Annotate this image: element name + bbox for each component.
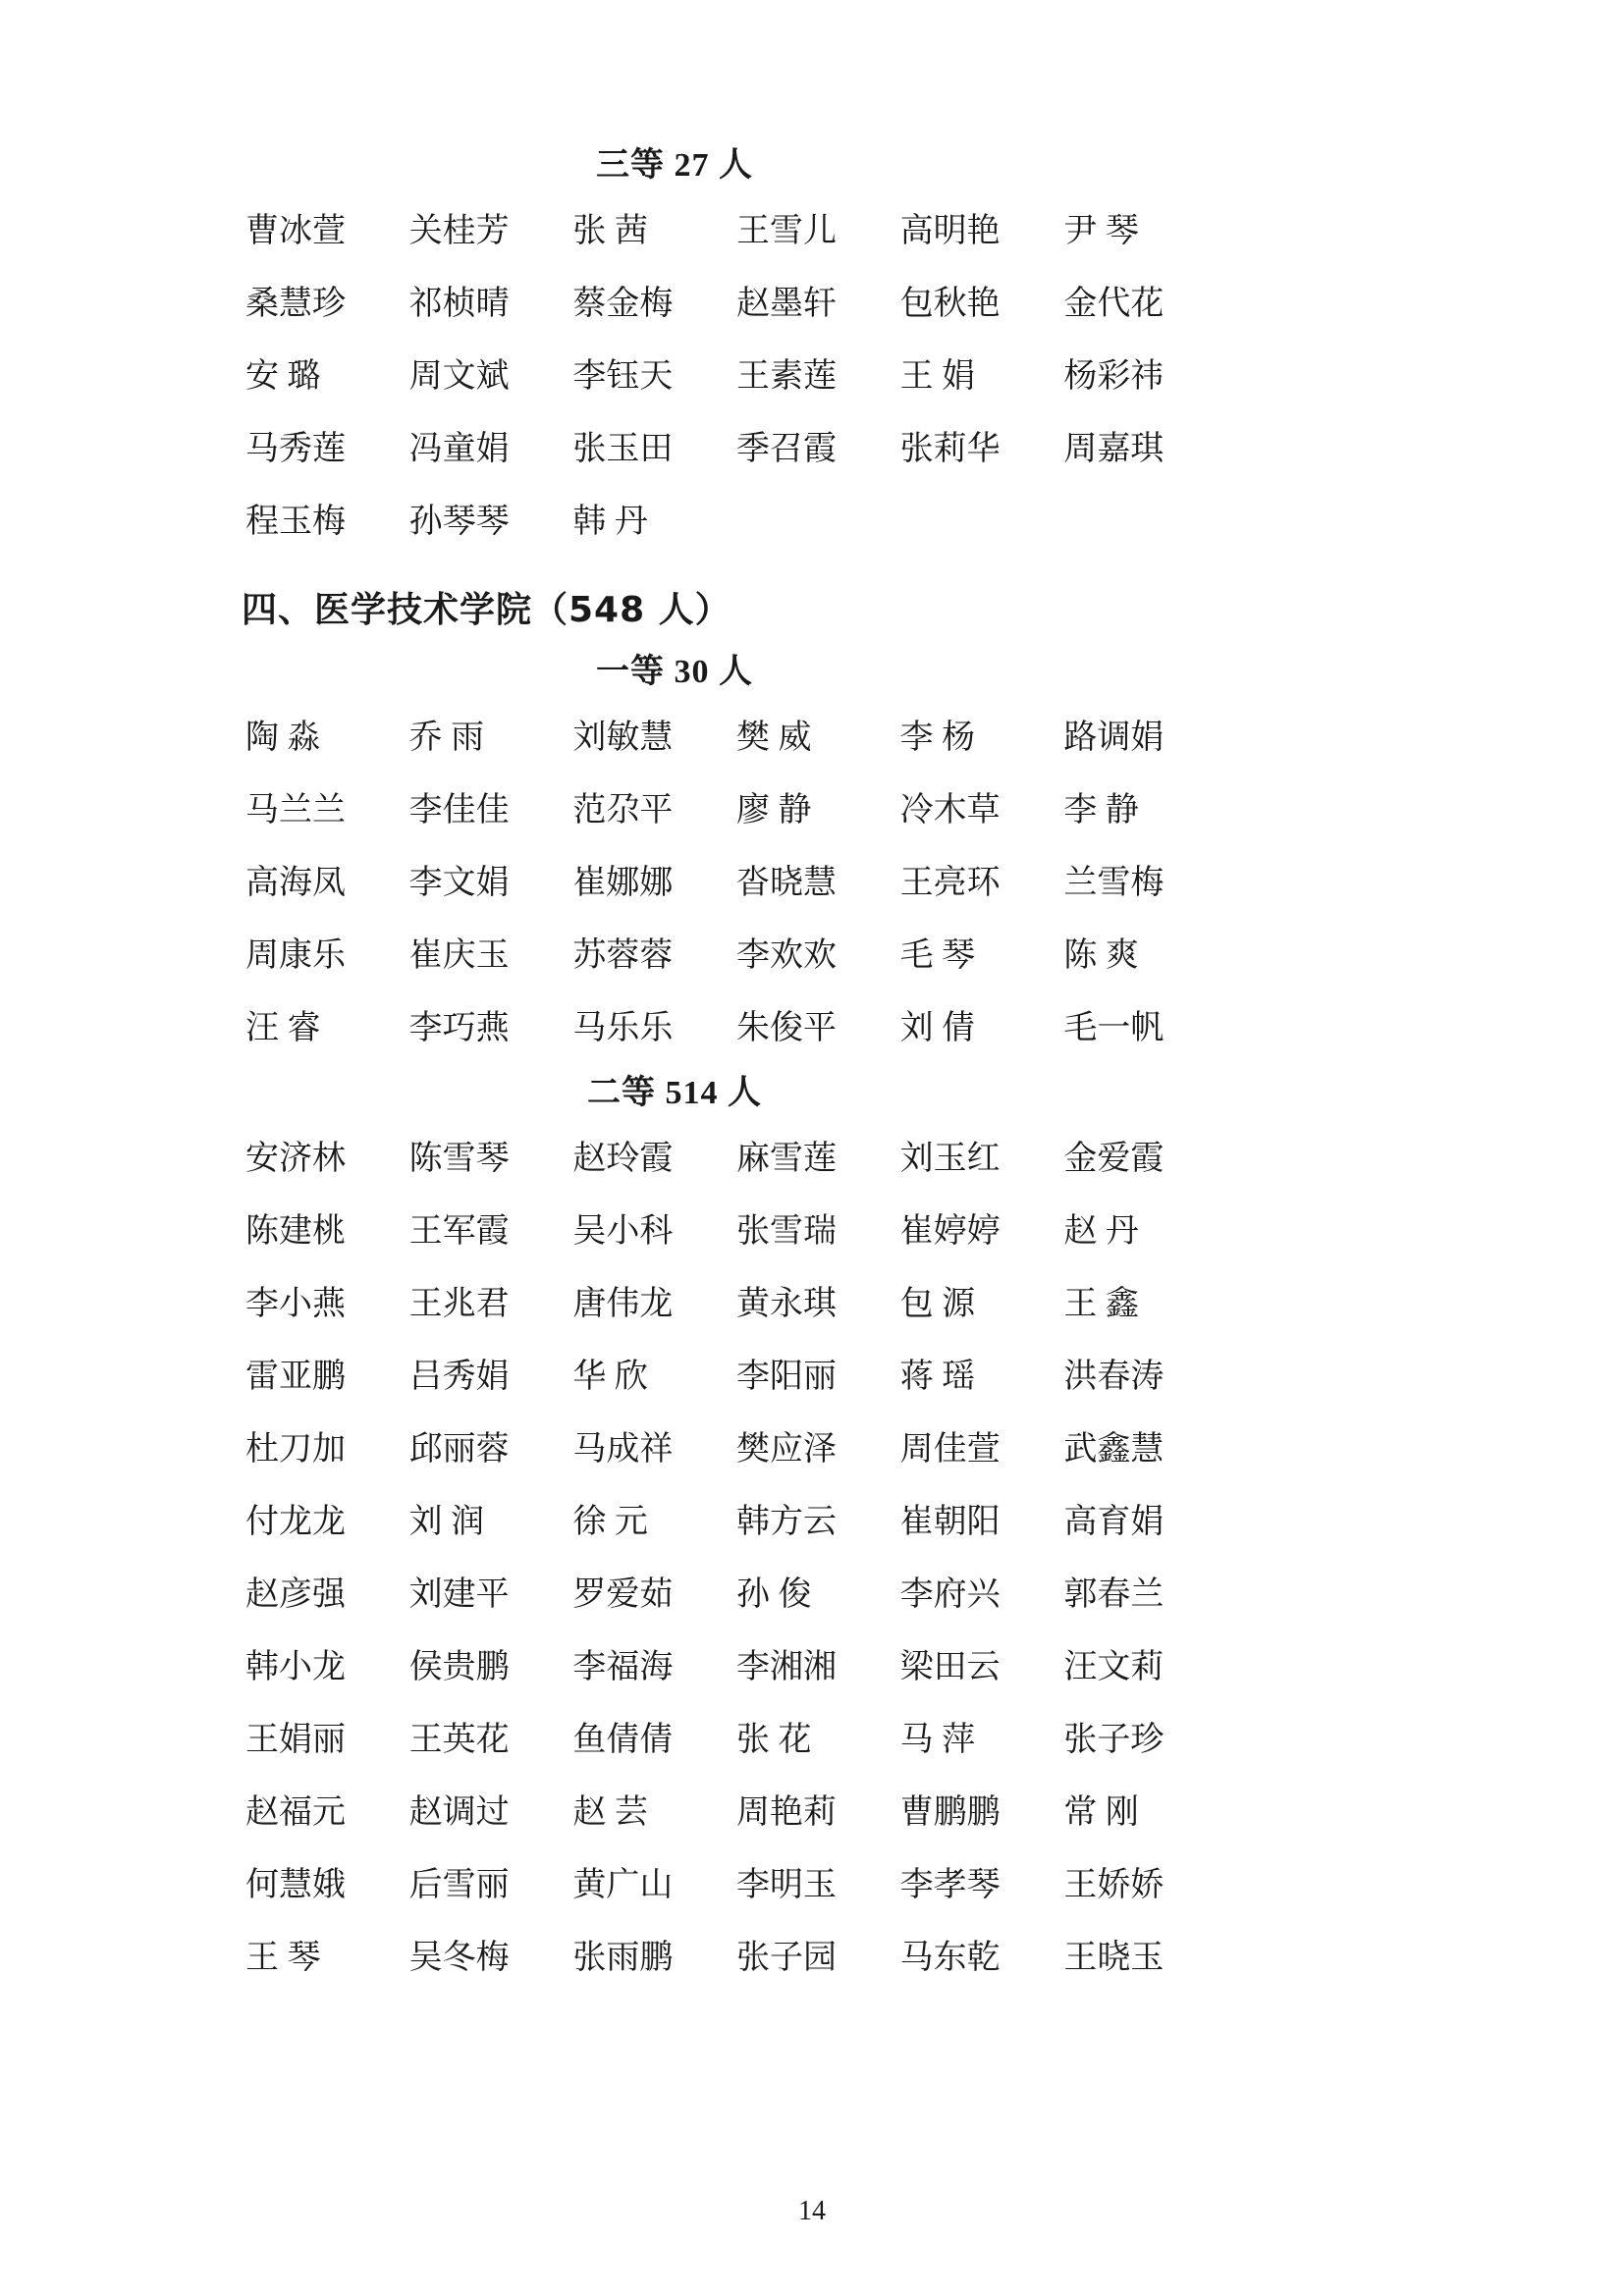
name-entry: 孙 俊 [736,1576,812,1613]
name-entry: 安 璐 [245,358,321,395]
name-entry: 吕秀娟 [408,1359,510,1395]
name-grid [242,195,1223,559]
name-entry: 罗爱茹 [572,1576,674,1613]
page-number: 14 [798,2196,826,2226]
name-entry: 赵调过 [408,1794,510,1831]
name-entry: 马 萍 [899,1722,976,1758]
award-level-heading: 二等 514 人 [587,1075,762,1111]
name-entry: 王 琴 [245,1940,321,1976]
name-entry: 桑慧珍 [245,286,346,322]
name-entry: 朱俊平 [736,1010,837,1046]
college-section-heading: 四、医学技术学院（548 人） [242,590,731,630]
name-entry: 后雪丽 [408,1867,510,1903]
name-entry: 金爱霞 [1063,1141,1164,1177]
name-entry: 廖 静 [736,792,812,828]
name-entry: 崔庆玉 [408,937,510,974]
name-entry: 乔 雨 [408,720,485,756]
award-level-heading: 一等 30 人 [596,654,753,690]
name-entry: 吴小科 [572,1213,674,1250]
name-entry: 冯童娟 [408,431,510,467]
name-entry: 周佳萱 [899,1431,1001,1468]
name-entry: 范尕平 [572,792,674,828]
name-entry: 周康乐 [245,937,346,974]
name-grid [242,1123,1223,1995]
name-entry: 包秋艳 [899,286,1001,322]
name-entry: 洪春涛 [1063,1359,1164,1395]
name-entry: 刘玉红 [899,1141,1001,1177]
name-entry: 祁桢晴 [408,286,510,322]
name-entry: 李湘湘 [736,1649,837,1685]
name-entry: 陶 淼 [245,720,321,756]
name-entry: 王亮环 [899,865,1001,901]
name-entry: 曹鹏鹏 [899,1794,1001,1831]
name-entry: 安济林 [245,1141,346,1177]
name-entry: 高明艳 [899,213,1001,249]
name-entry: 梁田云 [899,1649,1001,1685]
name-entry: 孙琴琴 [408,504,510,540]
name-entry: 赵 丹 [1063,1213,1139,1250]
name-entry: 王军霞 [408,1213,510,1250]
name-entry: 陈建桃 [245,1213,346,1250]
name-entry: 付龙龙 [245,1504,346,1540]
name-entry: 陈 爽 [1063,937,1139,974]
name-entry: 周文斌 [408,358,510,395]
name-entry: 金代花 [1063,286,1164,322]
name-grid [242,702,1223,1065]
name-entry: 李小燕 [245,1286,346,1322]
name-entry: 王娟丽 [245,1722,346,1758]
name-entry: 毛一帆 [1063,1010,1164,1046]
name-entry: 武鑫慧 [1063,1431,1164,1468]
name-entry: 王晓玉 [1063,1940,1164,1976]
name-entry: 鱼倩倩 [572,1722,674,1758]
name-entry: 汪 睿 [245,1010,321,1046]
name-entry: 徐 元 [572,1504,648,1540]
name-entry: 张玉田 [572,431,674,467]
name-entry: 王兆君 [408,1286,510,1322]
name-entry: 赵福元 [245,1794,346,1831]
name-entry: 冷木草 [899,792,1001,828]
name-entry: 李钰天 [572,358,674,395]
name-entry: 赵 芸 [572,1794,648,1831]
name-entry: 张 花 [736,1722,812,1758]
name-entry: 刘建平 [408,1576,510,1613]
name-entry: 毛 琴 [899,937,976,974]
name-entry: 高育娟 [1063,1504,1164,1540]
name-entry: 王 鑫 [1063,1286,1139,1322]
page-content [196,137,1428,1995]
name-entry: 黄永琪 [736,1286,837,1322]
name-entry: 杨彩祎 [1063,358,1164,395]
name-entry: 雷亚鹏 [245,1359,346,1395]
name-entry: 崔婷婷 [899,1213,1001,1250]
name-entry: 王英花 [408,1722,510,1758]
name-entry: 周嘉琪 [1063,431,1164,467]
name-entry: 李明玉 [736,1867,837,1903]
name-entry: 崔娜娜 [572,865,674,901]
name-entry: 张雪瑞 [736,1213,837,1250]
name-entry: 常 刚 [1063,1794,1139,1831]
name-entry: 何慧娥 [245,1867,346,1903]
name-entry: 王雪儿 [736,213,837,249]
name-entry: 唐伟龙 [572,1286,674,1322]
name-entry: 周艳莉 [736,1794,837,1831]
name-entry: 张子园 [736,1940,837,1976]
name-entry: 苏蓉蓉 [572,937,674,974]
name-entry: 吴冬梅 [408,1940,510,1976]
name-entry: 韩方云 [736,1504,837,1540]
name-entry: 蔡金梅 [572,286,674,322]
name-entry: 包 源 [899,1286,976,1322]
name-entry: 马兰兰 [245,792,346,828]
name-entry: 李孝琴 [899,1867,1001,1903]
name-entry: 刘敏慧 [572,720,674,756]
name-entry: 汪文莉 [1063,1649,1164,1685]
name-entry: 王娇娇 [1063,1867,1164,1903]
name-entry: 路调娟 [1063,720,1164,756]
name-entry: 郭春兰 [1063,1576,1164,1613]
name-entry: 张雨鹏 [572,1940,674,1976]
name-entry: 张莉华 [899,431,1001,467]
name-entry: 曹冰萱 [245,213,346,249]
name-entry: 程玉梅 [245,504,346,540]
name-entry: 李府兴 [899,1576,1001,1613]
name-entry: 马乐乐 [572,1010,674,1046]
name-entry: 马成祥 [572,1431,674,1468]
name-entry: 韩 丹 [572,504,648,540]
name-entry: 李 杨 [899,720,976,756]
name-entry: 赵墨轩 [736,286,837,322]
name-entry: 樊应泽 [736,1431,837,1468]
name-entry: 陈雪琴 [408,1141,510,1177]
name-entry: 马东乾 [899,1940,1001,1976]
name-entry: 韩小龙 [245,1649,346,1685]
name-entry: 王 娟 [899,358,976,395]
name-entry: 华 欣 [572,1359,648,1395]
name-entry: 李 静 [1063,792,1139,828]
name-entry: 李阳丽 [736,1359,837,1395]
name-entry: 高海凤 [245,865,346,901]
name-entry: 关桂芳 [408,213,510,249]
name-entry: 李福海 [572,1649,674,1685]
award-level-heading: 三等 27 人 [596,147,753,184]
name-entry: 李巧燕 [408,1010,510,1046]
name-entry: 黄广山 [572,1867,674,1903]
name-entry: 沓晓慧 [736,865,837,901]
name-entry: 兰雪梅 [1063,865,1164,901]
name-entry: 赵玲霞 [572,1141,674,1177]
name-entry: 刘 倩 [899,1010,976,1046]
name-entry: 李文娟 [408,865,510,901]
name-entry: 邱丽蓉 [408,1431,510,1468]
name-entry: 李佳佳 [408,792,510,828]
name-entry: 蒋 瑶 [899,1359,976,1395]
name-entry: 尹 琴 [1063,213,1139,249]
name-entry: 李欢欢 [736,937,837,974]
name-entry: 王素莲 [736,358,837,395]
name-entry: 麻雪莲 [736,1141,837,1177]
name-entry: 赵彦强 [245,1576,346,1613]
name-entry: 张 茜 [572,213,648,249]
name-entry: 张子珍 [1063,1722,1164,1758]
name-entry: 崔朝阳 [899,1504,1001,1540]
name-entry: 刘 润 [408,1504,485,1540]
name-entry: 马秀莲 [245,431,346,467]
name-entry: 樊 威 [736,720,812,756]
name-entry: 侯贵鹏 [408,1649,510,1685]
name-entry: 季召霞 [736,431,837,467]
name-entry: 杜刀加 [245,1431,346,1468]
